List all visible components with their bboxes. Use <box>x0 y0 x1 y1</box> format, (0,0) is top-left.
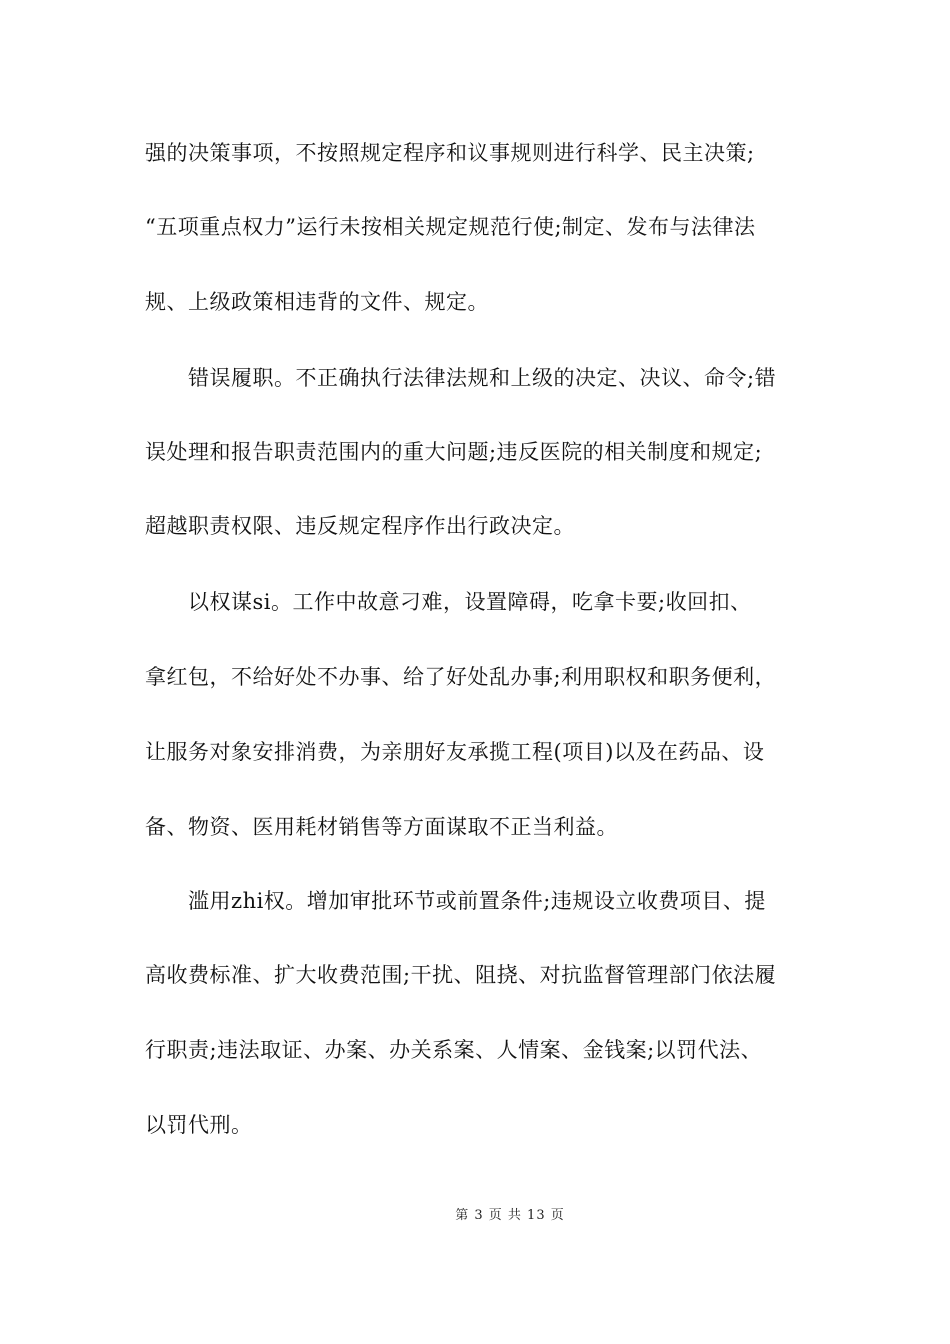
paragraph-line: 备、物资、医用耗材销售等方面谋取不正当利益。 <box>145 815 618 839</box>
paragraph-line: 错误履职。不正确执行法律法规和上级的决定、决议、命令;错 <box>188 366 777 390</box>
paragraph-line: “五项重点权力”运行未按相关规定规范行使;制定、发布与法律法 <box>145 215 756 239</box>
paragraph-line: 强的决策事项，不按照规定程序和议事规则进行科学、民主决策; <box>145 141 755 165</box>
page-number-footer: 第 3 页 共 13 页 <box>455 1208 565 1223</box>
paragraph-line: 以罚代刑。 <box>145 1113 253 1137</box>
paragraph-line: 以权谋si。工作中故意刁难，设置障碍，吃拿卡要;收回扣、 <box>188 590 752 614</box>
paragraph-line: 拿红包，不给好处不办事、给了好处乱办事;利用职权和职务便利， <box>145 665 777 689</box>
paragraph-line: 规、上级政策相违背的文件、规定。 <box>145 290 489 314</box>
paragraph-line: 超越职责权限、违反规定程序作出行政决定。 <box>145 514 575 538</box>
paragraph-line: 滥用zhi权。增加审批环节或前置条件;违规设立收费项目、提 <box>188 889 766 913</box>
paragraph-line: 误处理和报告职责范围内的重大问题;违反医院的相关制度和规定; <box>145 440 763 464</box>
paragraph-line: 让服务对象安排消费，为亲朋好友承揽工程(项目)以及在药品、设 <box>145 740 765 764</box>
paragraph-line: 高收费标准、扩大收费范围;干扰、阻挠、对抗监督管理部门依法履 <box>145 963 777 987</box>
paragraph-line: 行职责;违法取证、办案、办关系案、人情案、金钱案;以罚代法、 <box>145 1038 763 1062</box>
